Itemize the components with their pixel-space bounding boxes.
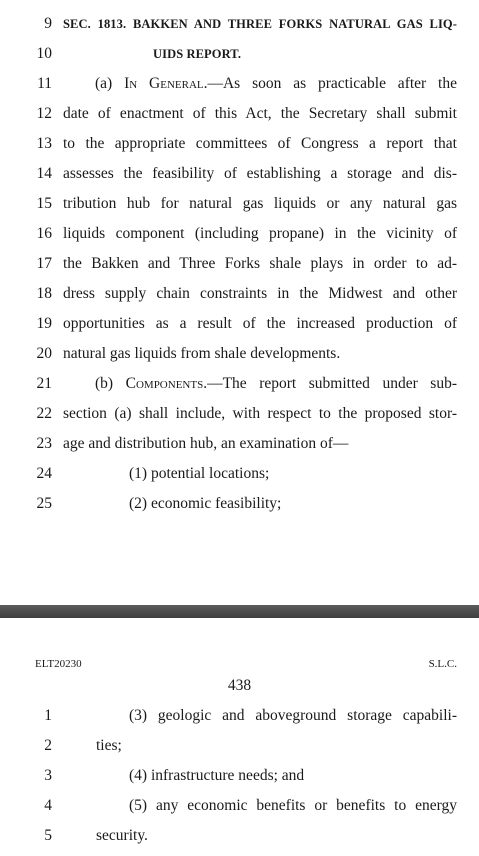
line-number: 23 [36,435,52,452]
line-number: 10 [36,45,52,62]
line-number: 19 [36,315,52,332]
slc-marker: S.L.C. [428,658,457,670]
section-heading: SEC. 1813. BAKKEN AND THREE FORKS NATURAL GAS LIQ- [63,17,457,31]
list-item: (5) any economic benefits or benefits to energy [129,797,457,814]
list-item: (2) economic feasibility; [129,495,282,512]
line-number: 5 [44,827,52,844]
line-number: 9 [44,15,52,32]
line-21 [0,374,479,404]
line-number: 13 [36,135,52,152]
subsection-b-start [63,374,457,394]
line-number: 1 [44,707,52,724]
subsection-a-start [63,74,457,94]
body-text: to the appropriate committees of Congress a report that [63,135,457,152]
line-number: 14 [36,165,52,182]
line-number: 22 [36,405,52,422]
body-text: section (a) shall include, with respect to the proposed stor- [63,405,457,422]
body-text: natural gas liquids from shale developments. [63,345,341,362]
line-20 [0,344,479,374]
line-number: 3 [44,767,52,784]
list-item-cont: security. [96,827,148,844]
subsection-heading: Components. [125,375,208,392]
line-number: 15 [36,195,52,212]
line-number: 17 [36,255,52,272]
page-number: 438 [227,677,252,694]
subsection-label: (a) [95,75,125,92]
list-item: (3) geologic and aboveground storage capabili- [129,707,457,724]
line-number: 11 [37,75,52,92]
list-item-cont: ties; [96,737,122,754]
line-number: 16 [36,225,52,242]
line-11 [0,74,479,104]
line-18 [0,284,479,314]
line-number: 21 [36,375,52,392]
body-text: opportunities as a result of the increased production of [63,315,457,332]
subsection-heading: In General. [124,75,208,92]
line-number: 4 [44,797,52,814]
body-text: age and distribution hub, an examination of— [63,435,349,452]
page-separator [0,605,479,618]
line-14 [0,164,479,194]
line-4 [0,796,479,826]
line-17 [0,254,479,284]
line-16 [0,224,479,254]
body-text: date of enactment of this Act, the Secretary shall submit [63,105,457,122]
line-25 [0,494,479,524]
subsection-text: —The report submitted under sub- [207,375,457,392]
line-number: 24 [36,465,52,482]
list-item: (1) potential locations; [129,465,270,482]
line-22 [0,404,479,434]
line-9 [0,14,479,44]
document-id: ELT20230 [35,658,82,670]
line-number: 2 [44,737,52,754]
line-number: 18 [36,285,52,302]
line-number: 20 [36,345,52,362]
body-text: liquids component (including propane) in the vicinity of [63,225,457,242]
body-text: assesses the feasibility of establishing a storage and dis- [63,165,457,182]
line-number: 25 [36,495,52,512]
subsection-text: —As soon as practicable after the [207,75,457,92]
subsection-label: (b) [95,375,126,392]
body-text: the Bakken and Three Forks shale plays in order to ad- [63,255,457,272]
line-15 [0,194,479,224]
body-text: dress supply chain constraints in the Midwest and other [63,285,457,302]
line-23 [0,434,479,464]
line-12 [0,104,479,134]
bill-page-438 [0,618,479,852]
section-heading-cont: UIDS REPORT. [153,47,242,61]
line-10 [0,44,479,74]
body-text: tribution hub for natural gas liquids or any natural gas [63,195,457,212]
line-2 [0,736,479,766]
line-13 [0,134,479,164]
line-1 [0,706,479,736]
list-item: (4) infrastructure needs; and [129,767,305,784]
line-number: 12 [36,105,52,122]
line-3 [0,766,479,796]
line-19 [0,314,479,344]
line-24 [0,464,479,494]
